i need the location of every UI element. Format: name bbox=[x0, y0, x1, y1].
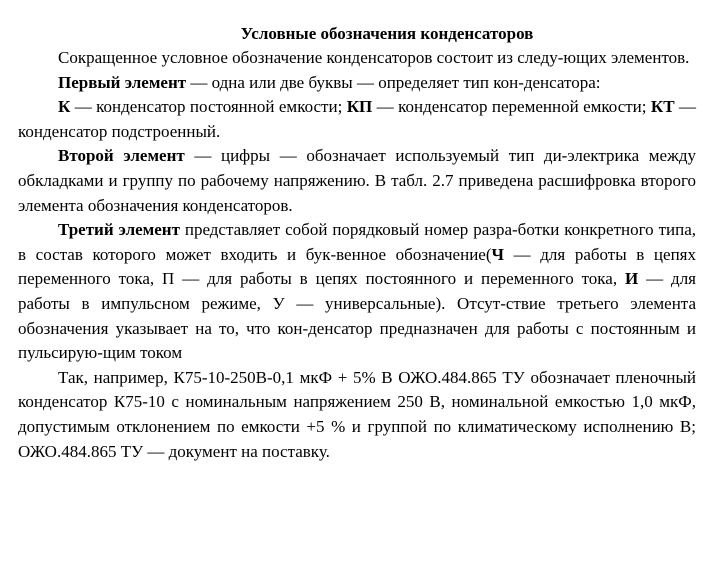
term-first-element: Первый элемент bbox=[58, 72, 187, 92]
term-k: К bbox=[58, 97, 71, 117]
paragraph-second-element bbox=[18, 144, 696, 218]
text-third-element-b: — для работы в цепях переменного тока, П — для работы в цепях постоянного и переменного тока, bbox=[18, 244, 696, 289]
document-slide bbox=[0, 24, 720, 564]
text-kt: — конденсатор подстроенный. bbox=[18, 97, 697, 141]
paragraph-capacitor-types bbox=[18, 95, 696, 144]
document-title: Условные обозначения конденсаторов bbox=[240, 24, 534, 43]
term-second-element: Второй элемент bbox=[58, 146, 185, 166]
text-third-element-a: представляет собой порядковый номер разра-ботки конкретного типа, в состав которого может входить и бук-венное обозначение( bbox=[18, 220, 696, 264]
term-kt: КТ bbox=[650, 97, 675, 117]
text-first-element: — одна или две буквы — определяет тип кон-денсатора: bbox=[186, 72, 601, 92]
term-third-element: Третий элемент bbox=[58, 220, 180, 240]
text-second-element: — цифры — обозначает используемый тип ди-электрика между обкладками и группу по рабочему напряжению. В табл. 2.7 приведена расшифровка второго элемента обозначения конденсаторов. bbox=[18, 146, 696, 215]
term-i: И bbox=[625, 269, 639, 289]
paragraph-example: Так, например, К75-10-250В-0,1 мкФ + 5% В ОЖО.484.865 ТУ обозначает пленочный конденсатор К75-10 с номинальным напряжением 250 В, номинальной емкостью 1,0 мкФ, допустимым отклонением по емкости +5 % и группой по климатическому исполнению В; ОЖО.484.865 ТУ — документ на поставку. bbox=[18, 367, 696, 461]
text-third-element-c: — для работы в импульсном режиме, У — универсальные). Отсут-ствие третьего элемента обозначения указывает на то, что кон-денсатор предназначен для работы с постоянным и пульсирую-щим током bbox=[18, 269, 696, 363]
term-ch: Ч bbox=[491, 244, 504, 264]
paragraph-third-element bbox=[18, 218, 696, 366]
paragraph-intro: Сокращенное условное обозначение конденсаторов состоит из следу-ющих элементов. bbox=[58, 48, 690, 67]
text-kp: — конденсатор переменной емкости; bbox=[372, 97, 651, 117]
paragraph-first-element bbox=[18, 71, 696, 96]
text-k: — конденсатор постоянной емкости; bbox=[70, 97, 347, 117]
term-kp: КП bbox=[346, 97, 373, 117]
document-body bbox=[18, 46, 696, 464]
